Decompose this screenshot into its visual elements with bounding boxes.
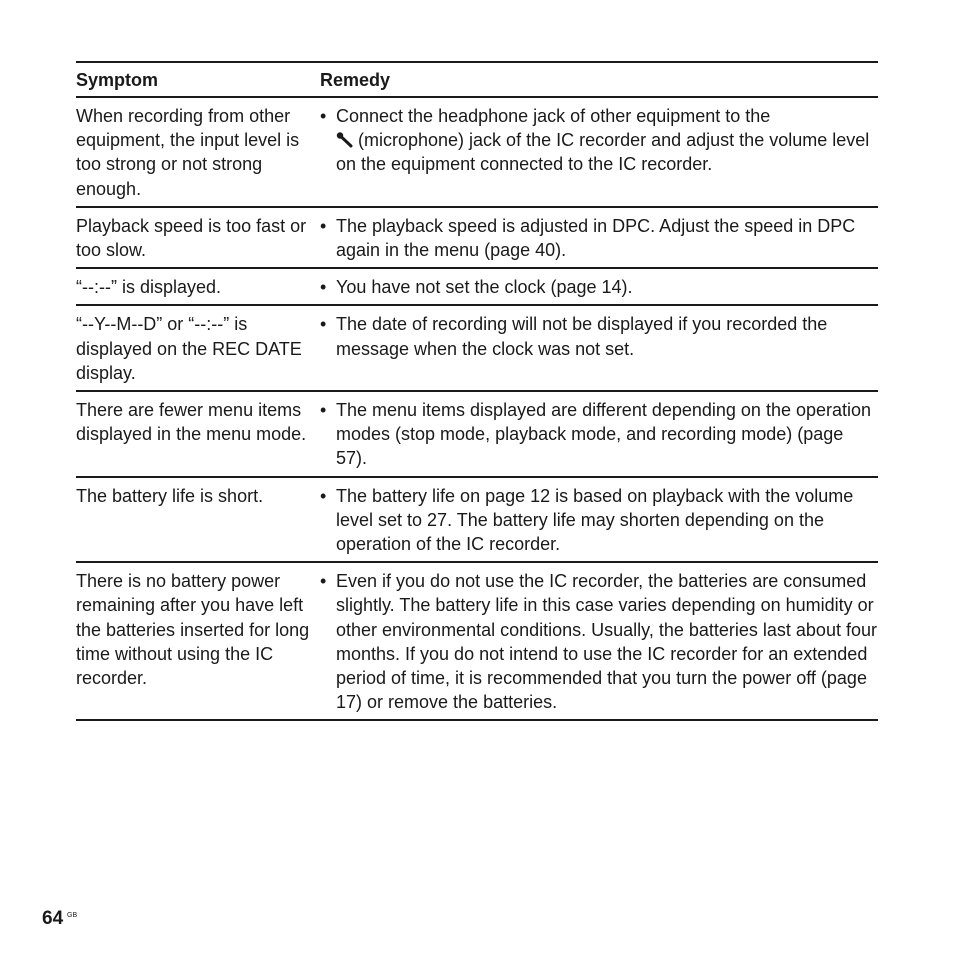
symptom-cell: The battery life is short. <box>76 477 320 563</box>
remedy-cell <box>320 305 878 391</box>
table-header-row <box>76 62 878 97</box>
remedy-text: Even if you do not use the IC recorder, the batteries are consumed slightly. The battery life in this case varies depending on humidity or other environmental conditions. Usually, the batteries last about four months. If you do not intend to use the IC recorder for an extended period of time, it is recommended that you turn the power off (page 17) or remove the batteries. <box>336 571 877 713</box>
remedy-cell <box>320 562 878 720</box>
page-region-label: GB <box>67 912 78 919</box>
table-row <box>76 97 878 207</box>
troubleshooting-table-container <box>76 61 878 721</box>
symptom-cell: There is no battery power remaining after you have left the batteries inserted for long time without using the IC recorder. <box>76 562 320 720</box>
table-row <box>76 477 878 563</box>
remedy-text: You have not set the clock (page 14). <box>336 277 633 298</box>
remedy-header: Remedy <box>320 62 878 97</box>
bullet: • <box>320 215 327 236</box>
symptom-cell: “--:--” is displayed. <box>76 268 320 305</box>
remedy-text: The playback speed is adjusted in DPC. Adjust the speed in DPC again in the menu (page 40). <box>336 215 856 261</box>
symptom-cell: “--Y--M--D” or “--:--” is displayed on the REC DATE display. <box>76 305 320 391</box>
remedy-text: Connect the headphone jack of other equipment to the <box>336 106 771 126</box>
remedy-text: The date of recording will not be displayed if you recorded the message when the clock was not set. <box>336 314 828 359</box>
troubleshooting-table <box>76 61 878 721</box>
symptom-cell: There are fewer menu items displayed in the menu mode. <box>76 391 320 477</box>
remedy-text: The menu items displayed are different depending on the operation modes (stop mode, playback mode, and recording mode) (page 57). <box>336 400 872 469</box>
remedy-cell <box>320 268 878 305</box>
bullet: • <box>320 106 327 126</box>
microphone-icon <box>336 130 354 146</box>
remedy-cell <box>320 391 878 477</box>
table-row <box>76 562 878 720</box>
table-row <box>76 305 878 391</box>
remedy-text: The battery life on page 12 is based on playback with the volume level set to 27. The battery life may shorten depending on the operation of the IC recorder. <box>336 485 854 555</box>
table-row <box>76 268 878 305</box>
bullet: • <box>320 277 327 298</box>
bullet: • <box>320 400 327 421</box>
remedy-cell <box>320 97 878 207</box>
remedy-cell <box>320 477 878 563</box>
remedy-cell <box>320 207 878 268</box>
symptom-cell: When recording from other equipment, the input level is too strong or not strong enough. <box>76 97 320 207</box>
bullet: • <box>320 314 327 335</box>
bullet: • <box>320 571 327 592</box>
table-row <box>76 207 878 268</box>
remedy-text: (microphone) jack of the IC recorder and adjust the volume level on the equipment connected to the IC recorder. <box>336 130 870 175</box>
symptom-cell: Playback speed is too fast or too slow. <box>76 207 320 268</box>
symptom-header: Symptom <box>76 62 320 97</box>
page-number: 64 <box>42 908 64 929</box>
bullet: • <box>320 485 327 506</box>
table-row <box>76 391 878 477</box>
